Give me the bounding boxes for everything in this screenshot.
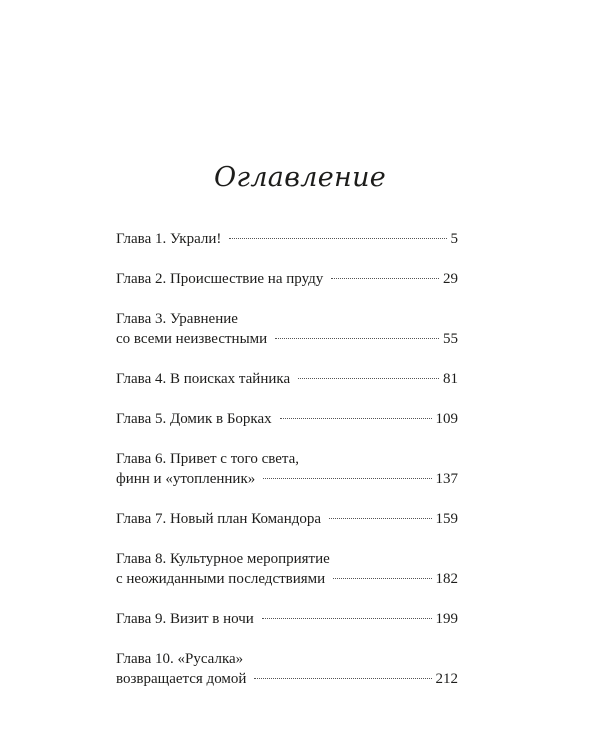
- toc-entry-chapter-5[interactable]: [116, 409, 458, 429]
- dot-leader: [254, 678, 431, 679]
- chapter-title: Глава 5. Домик в Борках: [116, 411, 272, 427]
- dot-leader: [263, 478, 431, 479]
- dot-leader: [275, 338, 439, 339]
- dot-leader: [280, 418, 432, 419]
- dot-leader: [298, 378, 439, 379]
- toc-entry-chapter-10[interactable]: [116, 649, 458, 689]
- toc-line: [116, 569, 458, 589]
- toc-entry-chapter-6[interactable]: [116, 449, 458, 489]
- chapter-title: Глава 1. Украли!: [116, 231, 222, 247]
- toc-entry-chapter-2[interactable]: [116, 269, 458, 289]
- page-number: 159: [435, 511, 458, 527]
- chapter-title-continued: финн и «утопленник»: [116, 471, 256, 487]
- dot-leader: [262, 618, 432, 619]
- toc-line: [116, 669, 458, 689]
- toc-line: [116, 449, 458, 469]
- chapter-title: Глава 6. Привет с того света,: [116, 451, 300, 467]
- page-number: 29: [443, 271, 458, 287]
- toc-line: [116, 309, 458, 329]
- page-number: 199: [435, 611, 458, 627]
- toc-entry-chapter-1[interactable]: [116, 229, 458, 249]
- toc-line: [116, 469, 458, 489]
- dot-leader: [329, 518, 431, 519]
- chapter-title: Глава 4. В поисках тайника: [116, 371, 291, 387]
- dot-leader: [331, 278, 439, 279]
- chapter-title: Глава 9. Визит в ночи: [116, 611, 254, 627]
- toc-line: [116, 609, 458, 629]
- table-of-contents: [116, 229, 458, 709]
- toc-entry-chapter-8[interactable]: [116, 549, 458, 589]
- chapter-title-continued: с неожиданными последствиями: [116, 571, 326, 587]
- toc-line: [116, 409, 458, 429]
- page-number: 109: [435, 411, 458, 427]
- toc-entry-chapter-4[interactable]: [116, 369, 458, 389]
- toc-line: [116, 269, 458, 289]
- toc-entry-chapter-9[interactable]: [116, 609, 458, 629]
- toc-line: [116, 369, 458, 389]
- toc-line: [116, 229, 458, 249]
- page-number: 182: [435, 571, 458, 587]
- chapter-title-continued: со всеми неизвестными: [116, 331, 268, 347]
- page-title: Оглавление: [213, 162, 387, 193]
- page-number: 81: [443, 371, 458, 387]
- toc-line: [116, 329, 458, 349]
- dot-leader: [333, 578, 431, 579]
- chapter-title: Глава 2. Происшествие на пруду: [116, 271, 324, 287]
- chapter-title: Глава 7. Новый план Командора: [116, 511, 322, 527]
- chapter-title: Глава 10. «Русалка»: [116, 651, 244, 667]
- chapter-title-continued: возвращается домой: [116, 671, 247, 687]
- page-number: 5: [450, 231, 458, 247]
- page-number: 212: [435, 671, 458, 687]
- toc-line: [116, 509, 458, 529]
- page-number: 55: [443, 331, 458, 347]
- dot-leader: [229, 238, 446, 239]
- page-number: 137: [435, 471, 458, 487]
- chapter-title: Глава 3. Уравнение: [116, 311, 238, 327]
- chapter-title: Глава 8. Культурное мероприятие: [116, 551, 330, 567]
- toc-line: [116, 549, 458, 569]
- toc-entry-chapter-7[interactable]: [116, 509, 458, 529]
- toc-line: [116, 649, 458, 669]
- toc-entry-chapter-3[interactable]: [116, 309, 458, 349]
